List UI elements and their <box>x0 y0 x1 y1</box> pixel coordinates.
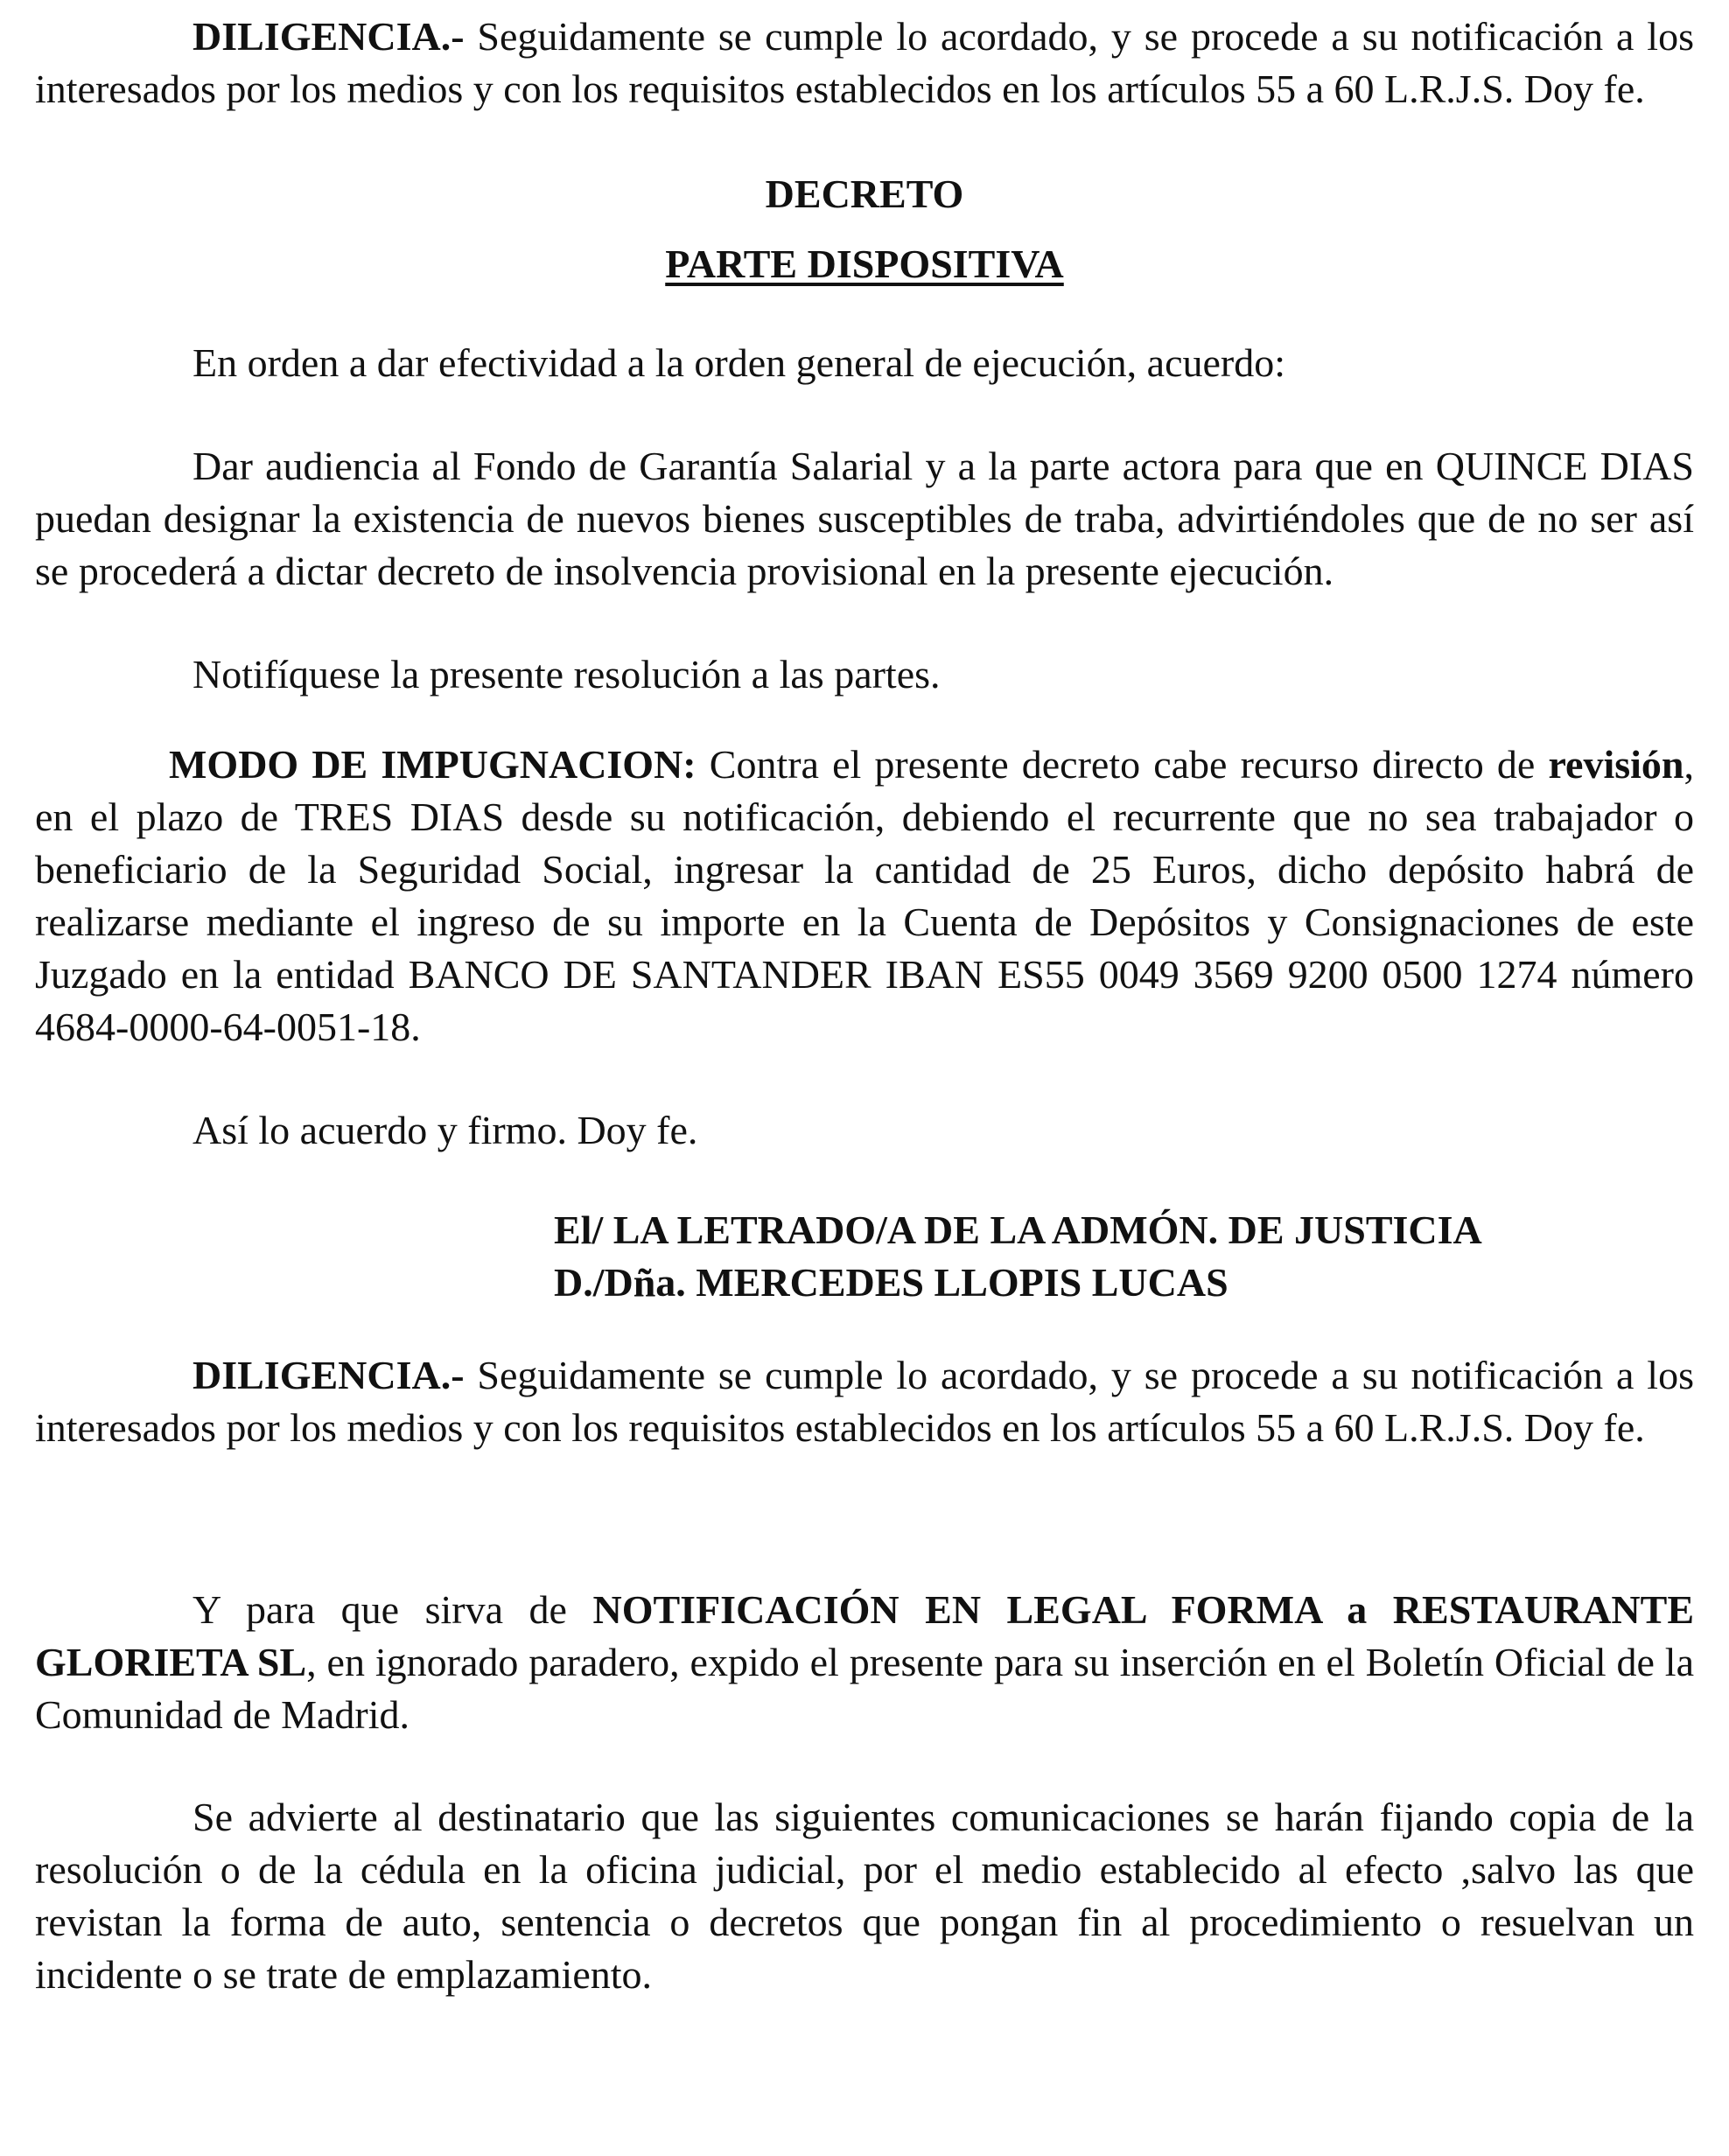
diligencia-label: DILIGENCIA.- <box>192 14 465 59</box>
impugnacion-text-1: Contra el presente decreto cabe recurso directo de <box>696 742 1549 787</box>
signature-name: D./Dña. MERCEDES LLOPIS LUCAS <box>554 1260 1228 1305</box>
diligencia-paragraph-1 <box>35 10 1694 116</box>
impugnacion-paragraph <box>35 738 1694 1054</box>
diligencia-text: Seguidamente se cumple lo acordado, y se procede a su notificación a los interesados por los medios y con los requisitos establecidos en los artículos 55 a 60 L.R.J.S. Doy fe. <box>35 14 1694 111</box>
notificacion-bold: NOTIFICACIÓN EN LEGAL FORMA a RESTAURANTE GLORIETA SL <box>35 1587 1695 1684</box>
advierte-paragraph: Se advierte al destinatario que las siguientes comunicaciones se harán fijando copia de la resolución o de la cédula en la oficina judicial, por el medio establecido al efecto ,salvo las que revistan la forma de auto, sentencia o decretos que pongan fin al procedimiento o resuelvan un incidente o se trate de emplazamiento. <box>35 1795 1694 1997</box>
diligencia-text-2: Seguidamente se cumple lo acordado, y se procede a su notificación a los interesados por los medios y con los requisitos establecidos en los artículos 55 a 60 L.R.J.S. Doy fe. <box>35 1353 1694 1450</box>
notifiquese-paragraph: Notifíquese la presente resolución a las partes. <box>192 652 941 696</box>
notificacion-paragraph <box>35 1584 1694 1741</box>
audiencia-paragraph: Dar audiencia al Fondo de Garantía Salarial y a la parte actora para que en QUINCE DIAS puedan designar la existencia de nuevos bienes susceptibles de traba, advirtiéndoles que de no ser así se procederá a dictar decreto de insolvencia provisional en la presente ejecución. <box>35 444 1694 593</box>
impugnacion-text-2: , en el plazo de TRES DIAS desde su notificación, debiendo el recurrente que no sea trabajador o beneficiario de la Seguridad Social, ingresar la cantidad de 25 Euros, dicho depósito habrá de realizarse mediante el ingreso de su importe en la Cuenta de Depósitos y Consignaciones de este Juzgado en la entidad BANCO DE SANTANDER IBAN ES55 0049 3569 9200 0500 1274 número 4684-0000-64-0051-18. <box>35 742 1694 1049</box>
revision-word: revisión <box>1548 742 1684 787</box>
parte-dispositiva-title <box>35 238 1694 290</box>
signature-block <box>554 1204 1694 1309</box>
notificacion-text-1: Y para que sirva de <box>192 1587 593 1632</box>
orden-paragraph: En orden a dar efectividad a la orden general de ejecución, acuerdo: <box>192 340 1286 385</box>
asi-paragraph: Así lo acuerdo y firmo. Doy fe. <box>192 1108 698 1152</box>
document-page <box>35 10 1694 2001</box>
diligencia-paragraph-2 <box>35 1349 1694 1454</box>
impugnacion-label: MODO DE IMPUGNACION: <box>169 742 696 787</box>
signature-title: El/ LA LETRADO/A DE LA ADMÓN. DE JUSTICIA <box>554 1208 1482 1252</box>
notificacion-text-2: , en ignorado paradero, expido el presente para su inserción en el Boletín Oficial de la Comunidad de Madrid. <box>35 1640 1695 1737</box>
parte-dispositiva-text: PARTE DISPOSITIVA <box>665 242 1064 286</box>
diligencia-label-2: DILIGENCIA.- <box>192 1353 465 1397</box>
decreto-title: DECRETO <box>765 172 964 216</box>
